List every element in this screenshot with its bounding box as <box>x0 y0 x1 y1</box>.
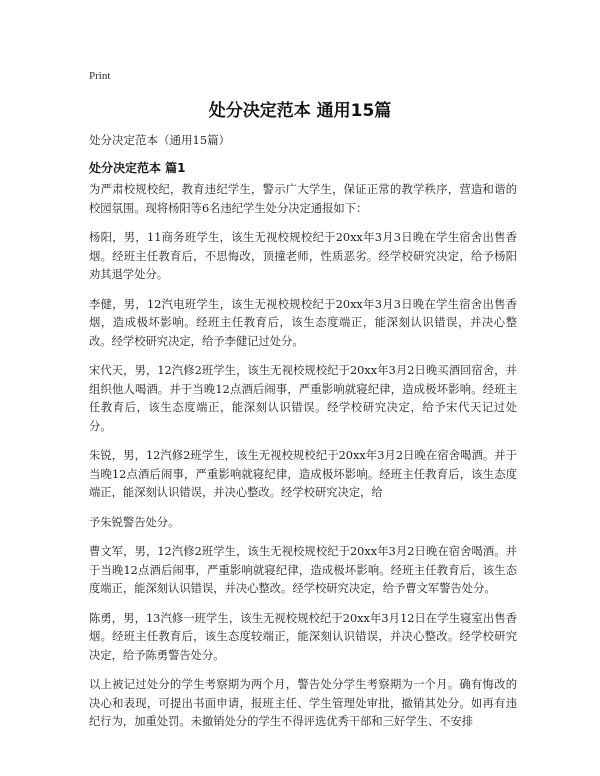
paragraph: 为严肃校规校纪，教育违纪学生，警示广大学生，保证正常的教学秩序，营造和谐的校园氛围。现将杨阳等6名违纪学生处分决定通报如下： <box>89 183 517 215</box>
print-label: Print <box>89 70 111 82</box>
paragraph: 陈勇，男，13汽修一班学生，该生无视校规校纪于20xx年3月12日在学生寝室出售香烟。经班主任教育后，该生态度较端正，能深刻认识错误，并决心整改。经学校研究决定，给予陈勇警告处分。 <box>89 611 517 662</box>
document-title: 处分决定范本 通用15篇 <box>208 101 392 121</box>
document-subtitle: 处分决定范本（通用15篇） <box>89 133 231 147</box>
paragraph: 予朱锐警告处分。 <box>89 515 180 529</box>
paragraph: 宋代天，男，12汽修2班学生，该生无视校规校纪于20xx年3月2日晚买酒回宿舍，并组织他人喝酒。并于当晚12点酒后闹事，严重影响就寝纪律，造成极坏影响。经班主任教育后，该生态度端正，能深刻认识错误。经学校研究决定，给予宋代天记过处分。 <box>89 364 517 433</box>
paragraph: 朱锐，男，12汽修2班学生，该生无视校规校纪于20xx年3月2日晚在宿舍喝酒。并于当晚12点酒后闹事，严重影响就寝纪律，造成极坏影响。经班主任教育后，该生态度端正，能深刻认识错误，并决心整改。经学校研究决定，给 <box>89 449 517 499</box>
document-body <box>89 181 517 743</box>
paragraph: 杨阳，男，11商务班学生，该生无视校规校纪于20xx年3月3日晚在学生宿舍出售香烟。经班主任教育后，不思悔改，顶撞老师，性质恶劣。经学校研究决定，给予杨阳劝其退学处分。 <box>89 231 517 281</box>
paragraph: 以上被记过处分的学生考察期为两个月，警告处分学生考察期为一个月。确有悔改的决心和表现，可提出书面申请，报班主任、学生管理处审批，撤销其处分。如再有违纪行为，加重处罚。未撤销处分的学生不得评选优秀干部和三好学生、不安排 <box>89 678 517 728</box>
paragraph: 曹文军，男，12汽修2班学生，该生无视校规校纪于20xx年3月2日晚在宿舍喝酒。并于当晚12点酒后闹事，严重影响就寝纪律，造成极坏影响。经班主任教育后，该生态度端正，能深刻认识错误，并决心整改。经学校研究决定，给予曹文军警告处分。 <box>89 545 517 595</box>
section-heading: 处分决定范本 篇1 <box>89 161 186 175</box>
paragraph: 李健，男，12汽电班学生，该生无视校规校纪于20xx年3月3日晚在学生宿舍出售香烟，造成极坏影响。经班主任教育后，该生态度端正，能深刻认识错误，并决心整改。经学校研究决定，给予李健记过处分。 <box>89 297 517 348</box>
